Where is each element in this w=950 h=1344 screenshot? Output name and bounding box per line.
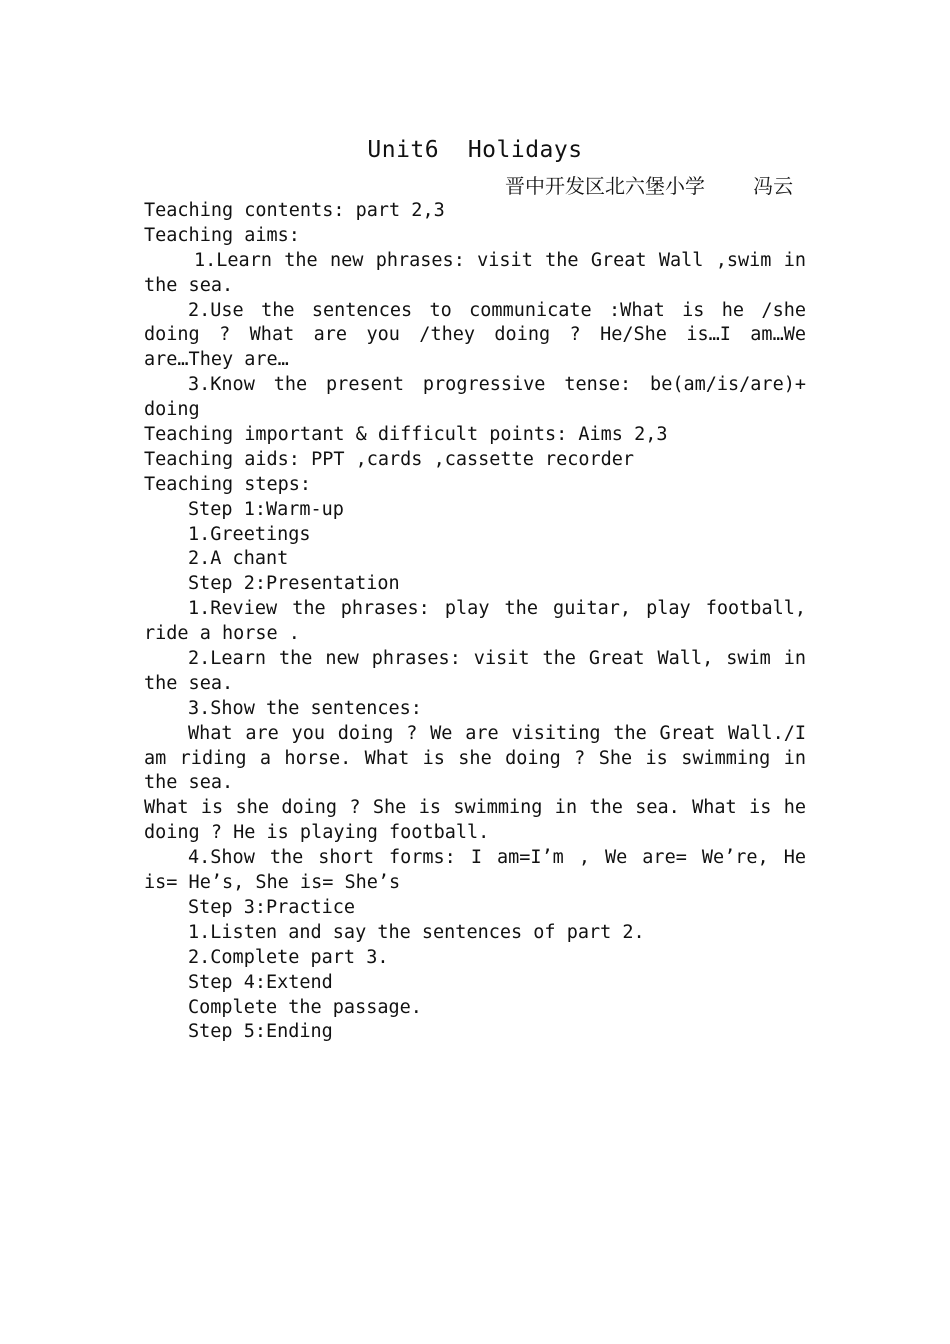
text-line: 2.Use the sentences to communicate :What is he /she bbox=[188, 299, 806, 321]
text-line: 3.Show the sentences: bbox=[188, 697, 422, 719]
text-line: 4.Show the short forms: I am=I’m , We are= We’re, He bbox=[188, 847, 806, 869]
text-line: Step 5:Ending bbox=[188, 1021, 333, 1043]
text-line: is= He’s, She is= She’s bbox=[144, 872, 401, 894]
text-line: What is she doing ? She is swimming in the sea. What is he bbox=[144, 797, 806, 819]
text-line: 1.Learn the new phrases: visit the Great Wall ,swim in bbox=[194, 249, 806, 271]
document-title: Unit6 Holidays bbox=[367, 137, 583, 163]
author-line: 晋中开发区北六堡小学 冯云 bbox=[505, 174, 794, 198]
text-line: ride a horse . bbox=[144, 623, 300, 645]
text-line: doing bbox=[144, 399, 200, 421]
text-line: 1.Greetings bbox=[188, 523, 311, 545]
text-line: Teaching steps: bbox=[144, 473, 312, 495]
text-line: What are you doing ? We are visiting the Great Wall./I bbox=[188, 722, 806, 744]
text-line: Teaching aims: bbox=[144, 224, 300, 246]
text-line: are…They are… bbox=[144, 349, 289, 371]
text-line: 3.Know the present progressive tense: be(am/is/are)+ bbox=[188, 374, 806, 396]
text-line: the sea. bbox=[144, 274, 234, 296]
text-line: the sea. bbox=[144, 672, 234, 694]
text-line: Teaching contents: part 2,3 bbox=[144, 200, 445, 221]
text-line: Step 3:Practice bbox=[188, 896, 356, 918]
text-line: Step 1:Warm-up bbox=[188, 498, 344, 520]
text-line: the sea. bbox=[144, 772, 234, 794]
text-line: doing ? He is playing football. bbox=[144, 822, 490, 844]
text-line: Step 2:Presentation bbox=[188, 573, 400, 595]
text-line: 2.Complete part 3. bbox=[188, 946, 389, 968]
text-line: 1.Review the phrases: play the guitar, play football, bbox=[188, 598, 806, 620]
text-line: Step 4:Extend bbox=[188, 971, 333, 993]
text-line: doing ? What are you /they doing ? He/She is…I am…We bbox=[144, 324, 806, 346]
text-line: am riding a horse. What is she doing ? She is swimming in bbox=[144, 747, 806, 769]
text-line: 1.Listen and say the sentences of part 2. bbox=[188, 921, 645, 943]
text-line: Teaching aids: PPT ,cards ,cassette recorder bbox=[144, 448, 635, 470]
text-line: Complete the passage. bbox=[188, 996, 422, 1018]
text-line: 2.A chant bbox=[188, 548, 289, 570]
text-line: Teaching important & difficult points: Aims 2,3 bbox=[144, 424, 668, 446]
text-line: 2.Learn the new phrases: visit the Great Wall, swim in bbox=[188, 648, 806, 670]
document-body bbox=[144, 199, 806, 1045]
